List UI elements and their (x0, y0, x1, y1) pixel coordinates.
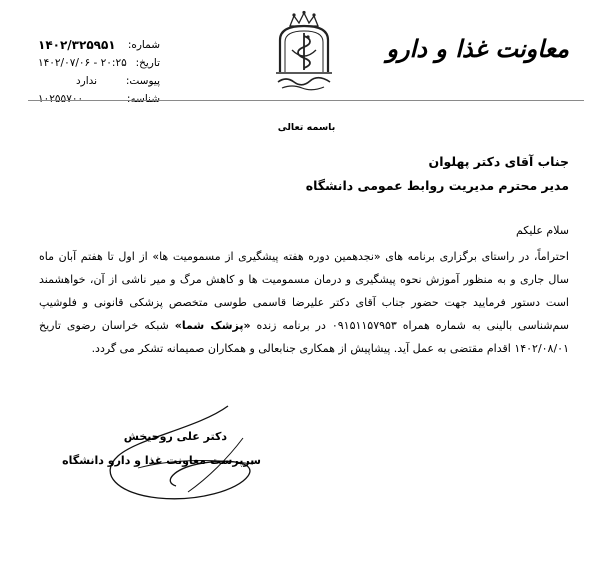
university-logo (268, 10, 340, 94)
addressee-name: جناب آقای دکتر پهلوان (428, 154, 569, 169)
attachment-label: پیوست: (125, 75, 160, 87)
meta-attachment-row (38, 72, 160, 90)
number-label: شماره: (127, 39, 160, 51)
header-divider (28, 100, 584, 101)
signatory-title: سرپرست معاونت غذا و دارو دانشگاه (62, 454, 261, 467)
meta-date-row (38, 54, 160, 72)
program-name: «پزشک شما» (174, 319, 251, 332)
greeting: سلام علیکم (515, 224, 569, 237)
signatory-name: دکتر علی روحیخش (123, 430, 227, 443)
id-label: شناسه: (126, 93, 160, 105)
date-value: ۱۴۰۲/۰۷/۰۶ - ۲۰:۲۵ (38, 57, 127, 69)
addressee-block (306, 150, 569, 198)
id-value: ۱۰۲۵۵۷۰۰ (38, 93, 84, 105)
attachment-value: ندارد (76, 75, 98, 87)
letter-body (39, 245, 569, 360)
signature-block (62, 425, 261, 473)
invocation: باسمه تعالی (277, 122, 336, 133)
meta-number-row (38, 36, 160, 54)
number-value: ۱۴۰۲/۳۲۵۹۵۱ (38, 38, 116, 52)
addressee-title: مدیر محترم مدیریت روابط عمومی دانشگاه (305, 178, 569, 193)
letter-meta (38, 36, 160, 108)
body-paragraph (39, 245, 569, 360)
date-label: تاریخ: (135, 57, 160, 69)
body-text-part1: احتراماً، در راستای برگزاری برنامه های «نجدهمین دوره هفته پیشگیری از مسمومیت ها» از اول تا هفتم آبان ماه سال جاری و به منظور آموزش نحوه پیشگیری و درمان مسمومیت ها و کاهش مرگ و میر ناشی از آن، خواهشمند است دستور فرمایید جهت حضور جناب آقای دکتر علیرضا قاسمی طوسی متخصص پزشکی قانونی و فلوشیپ سم‌شناسی بالینی به شماره همراه ۰۹۱۵۱۱۵۷۹۵۳ در برنامه زنده (39, 250, 569, 332)
meta-id-row (38, 90, 160, 108)
body-text-part2: شبکه خراسان رضوی تاریخ ۱۴۰۲/۰۸/۰۱ اقدام مقتضی به عمل آید. پیشاپیش از همکاری جنابعالی و همکاران صمیمانه تشکر می گردد. (39, 319, 569, 355)
department-title: معاونت غذا و دارو (386, 34, 569, 63)
